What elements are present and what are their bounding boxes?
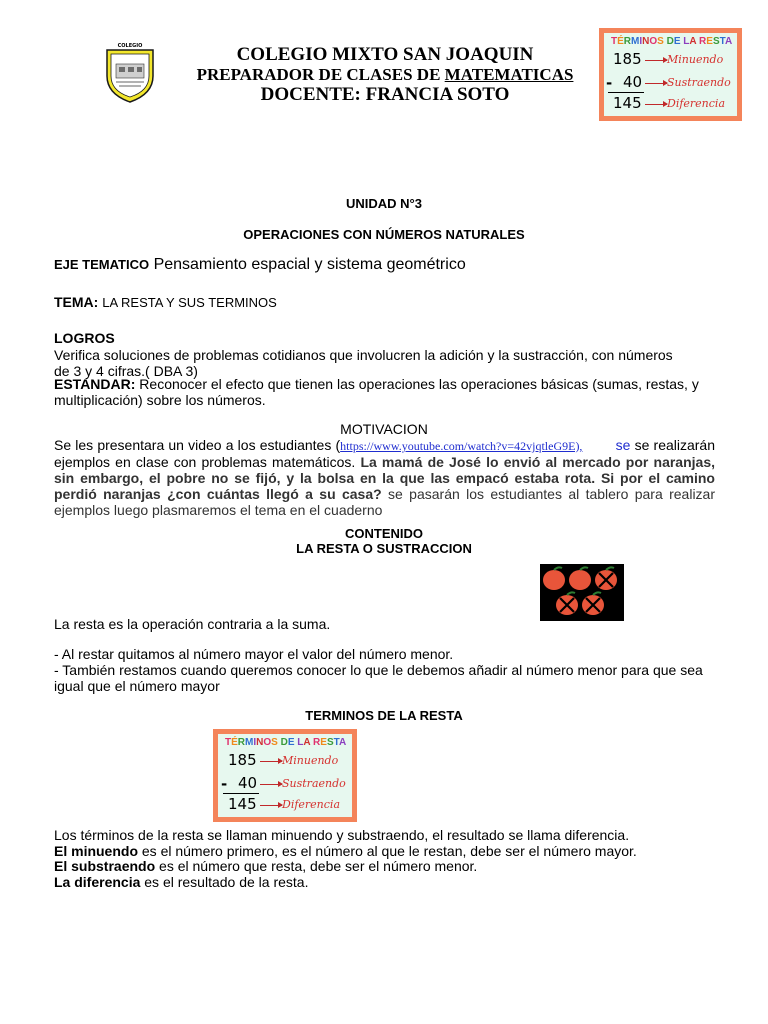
def-subtrahend-text: es el número que resta, debe ser el número menor. (159, 858, 478, 874)
minuend-number: 185 (613, 50, 642, 68)
def-difference-term: La diferencia (54, 874, 141, 890)
difference-number: 145 (613, 94, 642, 112)
logo-text: COLEGIO (117, 43, 143, 49)
def-difference-text: es el resultado de la resta. (144, 874, 309, 890)
minuend-arrow-icon (260, 761, 282, 762)
school-logo (104, 43, 156, 104)
terms-card-panel (604, 33, 737, 116)
apple-icon (582, 592, 604, 615)
subtrahend-arrow-icon (260, 784, 282, 785)
standard (54, 376, 714, 408)
content-intro: La resta es la operación contraria a la suma. (54, 616, 331, 632)
preparer-subject: MATEMATICAS (444, 65, 574, 84)
motivation-intro: Se les presentara un video a los estudiantes ( (54, 437, 341, 453)
minuend-label: Minuendo (282, 754, 339, 767)
motivation-paragraph (54, 437, 715, 518)
subtrahend-number: 40 (623, 73, 643, 91)
motivation-heading: MOTIVACION (340, 421, 428, 437)
apple-icon (569, 567, 591, 590)
difference-arrow-icon (260, 805, 282, 806)
school-name: COLEGIO MIXTO SAN JOAQUIN (236, 44, 534, 65)
standard-text: Reconocer el efecto que tienen las operaciones las operaciones básicas (sumas, restas, y multiplicación) sobre los números. (54, 376, 699, 408)
result-line (223, 793, 259, 794)
preparer-prefix: PREPARADOR DE CLASES DE (196, 65, 445, 84)
minuend-arrow-icon (645, 60, 667, 61)
def-subtrahend (54, 858, 734, 874)
subtrahend-label: Sustraendo (667, 76, 731, 89)
def-minuend (54, 843, 734, 859)
minuend-number: 185 (228, 751, 257, 769)
terms-intro: Los términos de la resta se llaman minuendo y substraendo, el resultado se llama diferencia. (54, 827, 630, 843)
preparer-line (160, 65, 610, 84)
standard-label: ESTANDAR: (54, 376, 136, 392)
apple-icon (595, 567, 617, 590)
minuend-label: Minuendo (667, 53, 724, 66)
topic-title: OPERACIONES CON NÚMEROS NATURALES (243, 227, 525, 242)
theme (54, 294, 277, 311)
difference-number: 145 (228, 795, 257, 813)
subtrahend-number: 40 (238, 774, 258, 792)
subtrahend-sign: - (221, 775, 228, 793)
motivation-closing: se pasarán los estudiantes al tablero para realizar ejemplos luego plasmaremos el tema en el cuaderno (54, 486, 715, 518)
difference-arrow-icon (645, 104, 667, 105)
theme-label: TEMA: (54, 294, 99, 310)
unit-title: UNIDAD N°3 (346, 196, 422, 211)
def-minuend-text: es el número primero, es el número al que le restan, debe ser el número mayor. (141, 843, 637, 859)
def-minuend-term: El minuendo (54, 843, 138, 859)
subtrahend-arrow-icon (645, 83, 667, 84)
apple-icon (556, 592, 578, 615)
def-difference (54, 874, 734, 890)
axis-value: Pensamiento espacial y sistema geométrico (153, 256, 466, 273)
theme-value: LA RESTA Y SUS TERMINOS (102, 295, 277, 310)
video-link[interactable]: https://www.youtube.com/watch?v=42vjqtleG9E), (340, 439, 583, 453)
terms-heading: TERMINOS DE LA RESTA (305, 708, 463, 723)
motivation-story: La mamá de José lo envió al mercado por naranjas, sin embargo, el pobre no se fijó, y la bolsa en la que las empacó estaba rota. Si por el camino perdió naranjas ¿con cuántas llegó a su casa? (54, 454, 715, 502)
difference-label: Diferencia (282, 798, 341, 811)
teacher-name: DOCENTE: FRANCIA SOTO (260, 84, 510, 105)
subtrahend-sign: - (606, 74, 613, 92)
content-heading: CONTENIDO (345, 526, 423, 541)
content-point-1: - Al restar quitamos al número mayor el valor del número menor. (54, 646, 454, 662)
achievements-text: Verifica soluciones de problemas cotidianos que involucren la adición y la sustracción, con números de 3 y 4 cifras.( DBA 3) (54, 347, 673, 379)
terms-card-panel (218, 734, 352, 817)
subtrahend-label: Sustraendo (282, 777, 346, 790)
terms-card-title: TÉRMINOS DE LA RESTA (225, 737, 347, 748)
def-subtrahend-term: El substraendo (54, 858, 156, 874)
terms-card-title: TÉRMINOS DE LA RESTA (611, 36, 733, 47)
video-link-tail: se (615, 437, 631, 453)
axis-label: EJE TEMATICO (54, 257, 150, 272)
difference-label: Diferencia (667, 97, 726, 110)
apple-icon (543, 567, 565, 590)
terms-card-body (213, 729, 357, 822)
motivation-after-link: se realizarán ejemplos en clase con problemas matemáticos. (54, 437, 716, 470)
result-line (608, 92, 644, 93)
apples-image (540, 564, 624, 621)
content-subheading: LA RESTA O SUSTRACCION (296, 541, 472, 556)
achievements-heading: LOGROS (54, 330, 115, 346)
content-point-2: - También restamos cuando queremos conocer lo que le debemos añadir al número menor para que sea igual que el número mayor (54, 662, 703, 694)
thematic-axis (54, 256, 466, 274)
terms-card-header (599, 28, 742, 121)
